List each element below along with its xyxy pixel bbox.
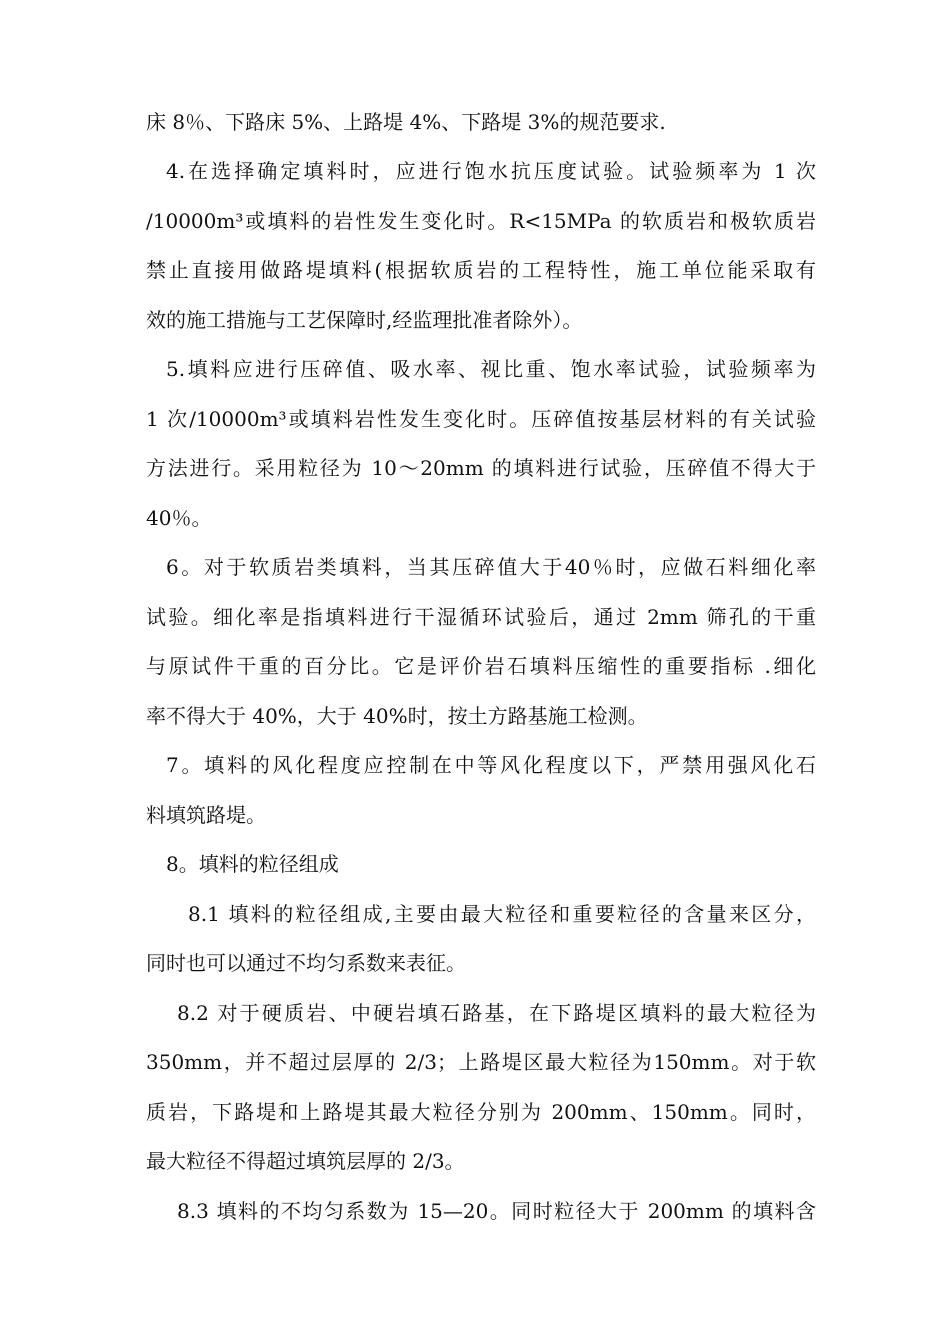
text-line-4: 禁止直接用做路堤填料(根据软质岩的工程特性，施工单位能采取有 bbox=[146, 258, 816, 282]
text-line-23: 8.3 填料的不均匀系数为 15—20。同时粒径大于 200mm 的填料含 bbox=[177, 1199, 816, 1223]
text-line-16: 8。填料的粒径组成 bbox=[166, 852, 339, 876]
text-line-13: 率不得大于 40%，大于 40%时，按土方路基施工检测。 bbox=[146, 704, 648, 728]
text-line-20: 350mm，并不超过层厚的 2/3；上路堤区最大粒径为150mm。对于软 bbox=[146, 1050, 816, 1074]
text-line-10: 6。对于软质岩类填料，当其压碎值大于40％时，应做石料细化率 bbox=[166, 555, 816, 579]
text-line-19: 8.2 对于硬质岩、中硬岩填石路基，在下路堤区填料的最大粒径为 bbox=[177, 1001, 816, 1025]
text-line-11: 试验。细化率是指填料进行干湿循环试验后，通过 2mm 筛孔的干重 bbox=[146, 605, 816, 629]
text-line-21: 质岩，下路堤和上路堤其最大粒径分别为 200mm、150mm。同时， bbox=[146, 1100, 816, 1124]
text-line-12: 与原试件干重的百分比。它是评价岩石填料压缩性的重要指标 .细化 bbox=[146, 654, 816, 678]
text-line-6: 5.填料应进行压碎值、吸水率、视比重、饱水率试验，试验频率为 bbox=[166, 357, 816, 381]
text-line-1: 床 8％、下路床 5%、上路堤 4%、下路堤 3%的规范要求. bbox=[146, 110, 666, 134]
text-line-9: 40％。 bbox=[146, 506, 212, 530]
text-line-15: 料填筑路堤。 bbox=[146, 803, 266, 827]
text-line-22: 最大粒径不得超过填筑层厚的 2/3。 bbox=[146, 1149, 465, 1173]
text-line-17: 8.1 填料的粒径组成,主要由最大粒径和重要粒径的含量来区分， bbox=[188, 902, 816, 926]
text-line-14: 7。填料的风化程度应控制在中等风化程度以下，严禁用强风化石 bbox=[166, 753, 816, 777]
text-line-2: 4.在选择确定填料时，应进行饱水抗压度试验。试验频率为 1 次 bbox=[166, 159, 816, 183]
text-line-8: 方法进行。采用粒径为 10～20mm 的填料进行试验，压碎值不得大于 bbox=[146, 456, 816, 480]
text-line-3: /10000m³或填料的岩性发生变化时。R<15MPa 的软质岩和极软质岩 bbox=[146, 209, 816, 233]
text-line-7: 1 次/10000m³或填料岩性发生变化时。压碎值按基层材料的有关试验 bbox=[146, 407, 816, 431]
text-line-5: 效的施工措施与工艺保障时,经监理批准者除外）。 bbox=[146, 308, 583, 332]
text-line-18: 同时也可以通过不均匀系数来表征。 bbox=[146, 951, 466, 975]
